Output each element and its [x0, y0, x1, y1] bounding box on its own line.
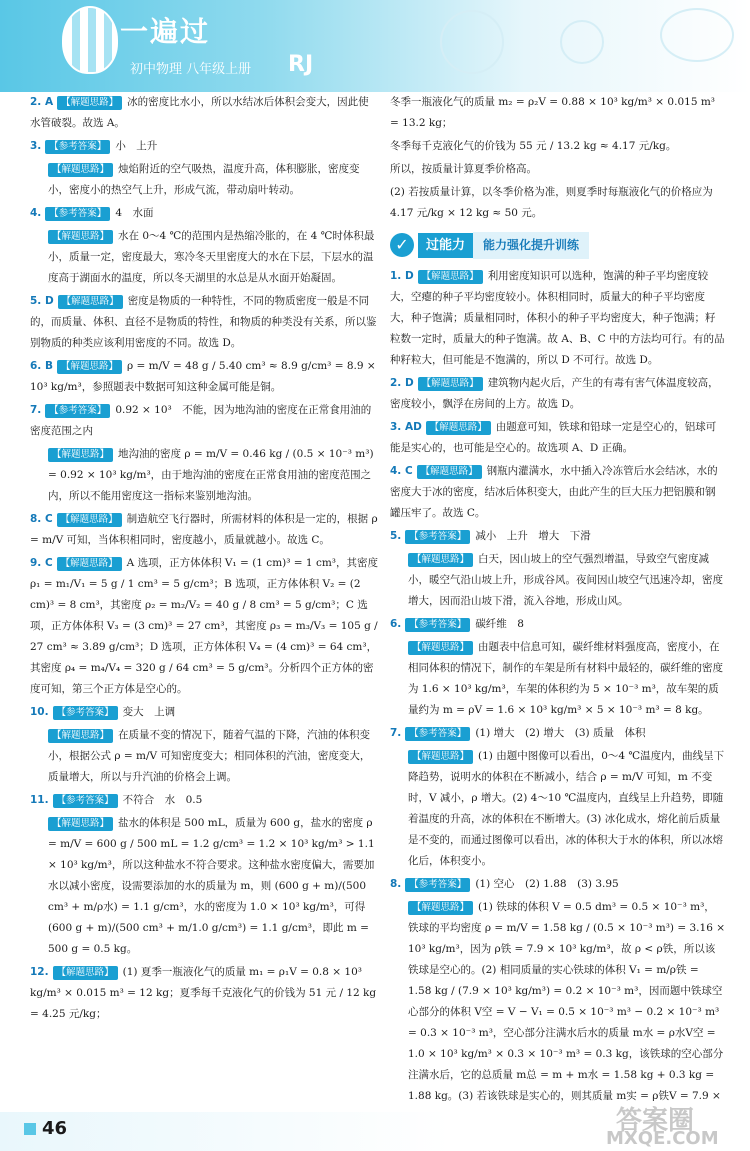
- answer-item: [390, 461, 725, 524]
- answer-text: 建筑物内起火后，产生的有毒有害气体温度较高，密度较小，飘浮在房间的上方。故选 D。: [390, 377, 719, 410]
- answer-text: ρ = m/V = 48 g / 5.40 cm³ ≈ 8.9 g/cm³ = 8.9 × 10³ kg/m³，参照题表中数据可知这种金属可能是铜。: [30, 360, 376, 393]
- question-number: 2. D: [390, 377, 414, 389]
- answer-item: [30, 92, 378, 134]
- answer-line: 冬季每千克液化气的价钱为 55 元 / 13.2 kg ≈ 4.17 元/kg。: [390, 140, 677, 152]
- answer-text: 地沟油的密度 ρ = m/V = 0.46 kg / (0.5 × 10⁻³ m³) = 0.92 × 10³ kg/m³，由于地沟油的密度在正常食用油的密度范围之内，所以不能用密度这一指标来鉴别地沟油。: [48, 448, 374, 502]
- question-number: 6.: [390, 618, 402, 630]
- answer-text: 利用密度知识可以选种，饱满的种子平均密度较大，空瘪的种子平均密度较小。体积相同时，质量大的种子平均密度大，种子饱满；质量相同时，体积小的种子平均密度大，种子饱满；籽粒数一定时，质量大的种子饱满。故 A、B、C 中的方法均可行。有的品种籽粒大，但可能是不饱满的，所以 D 不可行。故选 D。: [390, 270, 725, 366]
- answer-tag: 【解题思路】: [57, 360, 122, 374]
- answer-item: [390, 549, 725, 612]
- answer-text: 水在 0～4 ℃的范围内是热缩冷胀的，在 4 ℃时体积最小，质量一定，密度最大，寒冷冬天里密度大的水在下层，下层水的温度高于湖面水的温度，所以冬天湖里的水总是从水面开始凝固。: [48, 230, 375, 284]
- answer-item: [390, 723, 725, 744]
- question-number: 3. AD: [390, 421, 422, 433]
- watermark-logo: 答案圈: [616, 1106, 695, 1136]
- answer-text: (1) 夏季一瓶液化气的质量 m₁ = ρ₁V = 0.8 × 10³ kg/m³ × 0.015 m³ = 12 kg；夏季每千克液化气的价钱为 51 元 / 12 kg = 4.25 元/kg；: [30, 966, 377, 1020]
- answer-tag: 【解题思路】: [408, 641, 473, 655]
- answer-text: 白天，因山坡上的空气强烈增温，导致空气密度减小，暖空气沿山坡上升，形成谷风。夜间因山坡空气迅速冷却，密度增大，因而沿山坡下滑，流入谷地，形成山风。: [408, 553, 723, 607]
- question-number: 1. D: [390, 270, 414, 282]
- question-number: 11.: [30, 794, 49, 806]
- brand-logo: 一遍过: [120, 15, 211, 48]
- question-number: 4. C: [390, 465, 413, 477]
- answer-item: [30, 356, 378, 398]
- answer-tag: 【解题思路】: [48, 163, 113, 177]
- answer-tag: 【解题思路】: [58, 295, 123, 309]
- answer-line: 冬季一瓶液化气的质量 m₂ = ρ₂V = 0.88 × 10³ kg/m³ × 0.015 m³ = 13.2 kg；: [390, 96, 715, 129]
- decorative-doodle: [660, 8, 734, 62]
- answer-tag: 【参考答案】: [405, 727, 470, 741]
- balloon-icon: [62, 6, 118, 74]
- watermark-url: MXQE.COM: [606, 1128, 719, 1149]
- page-header: [0, 0, 750, 92]
- answer-text: 盐水的体积是 500 mL，质量为 600 g，盐水的密度 ρ = m/V = 600 g / 500 mL = 1.2 g/cm³ = 1.2 × 10³ kg/m³ > 1.1 × 10³ kg/m³，所以这种盐水不符合要求。这种盐水密度偏大，需要加水以减小密度，设需要添加的水的质量为 m，则 (600 g + m)/(500 cm³ + m/ρ水) = 1.1 g/cm³，水的密度为 1.0 × 10³ kg/m³，可得 (600 g + m)/(500 cm³ + m/1.0 g/cm³) = 1.1 g/cm³，即此 m = 500 g = 0.5 kg。: [48, 817, 375, 955]
- decorative-doodle: [560, 20, 604, 64]
- answer-item: [390, 266, 725, 371]
- answer-text: (1) 由题中图像可以看出，0～4 ℃温度内，曲线呈下降趋势，说明水的体积在不断减小，结合 ρ = m/V 可知，m 不变时，V 减小，ρ 增大。(2) 4～10 ℃温度内，直线呈上升趋势，即随着温度的升高，冰的体积在不断增大。(3) 冰化成水，熔化前后质量是不变的，而通过图像可以看出，冰的体积大于水的体积，所以冰熔化后，体积变小。: [408, 750, 725, 867]
- answer-item: [390, 373, 725, 415]
- question-number: 2. A: [30, 96, 54, 108]
- answer-tag: 【参考答案】: [405, 878, 470, 892]
- answer-text: 冰的密度比水小，所以水结冰后体积会变大，因此使水管破裂。故选 A。: [30, 96, 369, 129]
- answer-text: 在质量不变的情况下，随着气温的下降，汽油的体积变小，根据公式 ρ = m/V 可知密度变大；相同体积的汽油，密度变大，质量增大，所以与升汽油的价格会上调。: [48, 729, 371, 783]
- answer-tag: 【解题思路】: [408, 901, 473, 915]
- section-banner: [390, 232, 725, 258]
- continued-answer: [390, 92, 725, 224]
- answer-text: 小 上升: [115, 140, 158, 152]
- answer-item: [30, 790, 378, 811]
- question-number: 4.: [30, 207, 42, 219]
- answer-tag: 【解题思路】: [408, 750, 473, 764]
- answer-line: (2) 若按质量计算，以冬季价格为准，则夏季时每瓶液化气的价格应为 4.17 元/kg × 12 kg ≈ 50 元。: [390, 186, 713, 219]
- answer-tag: 【解题思路】: [48, 817, 113, 831]
- answer-item: [30, 725, 378, 788]
- section-title: 过能力: [418, 233, 473, 258]
- question-number: 9. C: [30, 557, 53, 569]
- answer-text: 减小 上升 增大 下滑: [475, 530, 591, 542]
- answer-tag: 【参考答案】: [53, 706, 118, 720]
- question-number: 7.: [30, 404, 42, 416]
- answer-item: [390, 526, 725, 547]
- answer-tag: 【解题思路】: [418, 270, 483, 284]
- answer-item: [30, 962, 378, 1025]
- answer-list: [390, 266, 725, 1128]
- decorative-doodle: [440, 10, 504, 74]
- answer-text: 碳纤维 8: [475, 618, 524, 630]
- answer-item: [30, 291, 378, 354]
- answer-tag: 【参考答案】: [45, 140, 110, 154]
- answer-text: 密度是物质的一种特性，不同的物质密度一般是不同的，而质量、体积、直径不是物质的特性，和物质的种类没有关系，所以鉴别物质的种类应该利用密度的不同。故选 D。: [30, 295, 377, 349]
- answer-tag: 【解题思路】: [48, 230, 113, 244]
- answer-tag: 【解题思路】: [417, 465, 482, 479]
- answer-item: [390, 614, 725, 635]
- answer-tag: 【参考答案】: [405, 618, 470, 632]
- footer-marker: [24, 1123, 36, 1135]
- answer-text: 烛焰附近的空气吸热，温度升高，体积膨胀，密度变小，密度小的热空气上升，形成气流，带动扇叶转动。: [48, 163, 360, 196]
- answer-text: (1) 增大 (2) 增大 (3) 质量 体积: [475, 727, 646, 739]
- answer-tag: 【解题思路】: [57, 557, 122, 571]
- question-number: 8.: [390, 878, 402, 890]
- answer-item: [390, 874, 725, 895]
- section-subtitle: 能力强化提升训练: [473, 232, 589, 259]
- answer-tag: 【参考答案】: [45, 404, 110, 418]
- answer-item: [390, 637, 725, 721]
- question-number: 8. C: [30, 513, 53, 525]
- answer-item: [30, 226, 378, 289]
- answer-item: [30, 813, 378, 960]
- answer-text: 钢瓶内灌满水，水中插入冷冻管后水会结冰，水的密度大于冰的密度，结冰后体积变大，由此产生的巨大压力把铝膜和钢罐压牢了。故选 C。: [390, 465, 718, 519]
- answer-text: 由题表中信息可知，碳纤维材料强度高，密度小，在相同体积的情况下，制作的车架是所有材料中最轻的，碳纤维的密度为 1.6 × 10³ kg/m³，车架的体积约为 5 × 10⁻³ m³，故车架的质量约为 m = ρV = 1.6 × 10³ kg/m³ × 5 × 10⁻³ m³ = 8 kg。: [408, 641, 723, 716]
- answer-tag: 【解题思路】: [48, 448, 113, 462]
- answer-text: 0.92 × 10³ 不能，因为地沟油的密度在正常食用油的密度范围之内: [30, 404, 372, 437]
- answer-text: 4 水面: [115, 207, 154, 219]
- answer-text: 由题意可知，铁球和铅球一定是空心的，铝球可能是实心的，也可能是空心的。故选项 A、D 正确。: [390, 421, 717, 454]
- page-number: 46: [42, 1118, 68, 1139]
- answer-tag: 【解题思路】: [48, 729, 113, 743]
- answer-item: [30, 203, 378, 224]
- answer-item: [30, 159, 378, 201]
- answer-tag: 【参考答案】: [45, 207, 110, 221]
- answer-item: [30, 400, 378, 442]
- answer-text: (1) 铁球的体积 V = 0.5 dm³ = 0.5 × 10⁻³ m³，铁球的平均密度 ρ = m/V = 1.58 kg / (0.5 × 10⁻³ m³) = 3.16 × 10³ kg/m³，因为 ρ铁 = 7.9 × 10³ kg/m³，故 ρ < ρ铁，所以该铁球是空心的。(2) 相同质量的实心铁球的体积 V₁ = m/ρ铁 = 1.58 kg / (7.9 × 10³ kg/m³) = 0.2 × 10⁻³ m³，因而题中铁球空心部分的体积 V空 = V − V₁ = 0.5 × 10⁻³ m³ − 0.2 × 10⁻³ m³ = 0.3 × 10⁻³ m³，空心部分注满水后水的质量 m水 = ρ水V空 = 1.0 × 10³ kg/m³ × 0.3 × 10⁻³ m³ = 0.3 kg，该铁球的空心部分注满水后，它的总质量 m总 = m + m水 = 1.58 kg + 0.3 kg = 1.88 kg。(3) 若该铁球是实心的，则其质量 m实 = ρ铁V = 7.9 ×: [408, 901, 726, 1102]
- question-number: 6. B: [30, 360, 53, 372]
- answer-text: 制造航空飞行器时，所需材料的体积是一定的，根据 ρ = m/V 可知，当体积相同时，密度越小，质量就越小。故选 C。: [30, 513, 378, 546]
- answer-line: 所以，按质量计算夏季价格高。: [390, 163, 537, 175]
- question-number: 5.: [390, 530, 402, 542]
- answer-tag: 【解题思路】: [408, 553, 473, 567]
- answer-tag: 【解题思路】: [426, 421, 491, 435]
- answer-item: [30, 509, 378, 551]
- answer-tag: 【解题思路】: [53, 966, 118, 980]
- answer-text: A 选项，正方体体积 V₁ = (1 cm)³ = 1 cm³，其密度 ρ₁ = m₁/V₁ = 5 g / 1 cm³ = 5 g/cm³；B 选项，正方体体积 V₂ = (2 cm)³ = 8 cm³，其密度 ρ₂ = m₂/V₂ = 40 g / 8 cm³ = 5 g/cm³；C 选项，正方体体积 V₃ = (3 cm)³ = 27 cm³，其密度 ρ₃ = m₃/V₃ = 105 g / 27 cm³ ≈ 3.89 g/cm³；D 选项，正方体体积 V₄ = (4 cm)³ = 64 cm³，其密度 ρ₄ = m₄/V₄ = 320 g / 64 cm³ = 5 g/cm³。分析四个正方体的密度可知，第三个正方体是空心的。: [30, 557, 378, 695]
- right-column: [390, 92, 725, 1130]
- answer-item: [390, 417, 725, 459]
- answer-item: [30, 553, 378, 700]
- answer-tag: 【解题思路】: [418, 377, 483, 391]
- answer-tag: 【解题思路】: [57, 96, 122, 110]
- answer-tag: 【参考答案】: [53, 794, 118, 808]
- question-number: 3.: [30, 140, 42, 152]
- answer-item: [30, 136, 378, 157]
- answer-item: [390, 897, 725, 1128]
- answer-item: [30, 702, 378, 723]
- left-column: [30, 92, 378, 1027]
- answer-item: [390, 746, 725, 872]
- question-number: 12.: [30, 966, 49, 978]
- edition-label: RJ: [288, 52, 314, 77]
- book-subtitle: 初中物理 八年级上册: [130, 62, 252, 77]
- answer-text: 变大 上调: [122, 706, 176, 718]
- answer-item: [30, 444, 378, 507]
- check-icon: ✓: [390, 233, 414, 257]
- question-number: 5. D: [30, 295, 54, 307]
- answer-text: 不符合 水 0.5: [122, 794, 203, 806]
- question-number: 10.: [30, 706, 49, 718]
- question-number: 7.: [390, 727, 402, 739]
- answer-tag: 【解题思路】: [57, 513, 122, 527]
- answer-text: (1) 空心 (2) 1.88 (3) 3.95: [475, 878, 619, 890]
- answer-tag: 【参考答案】: [405, 530, 470, 544]
